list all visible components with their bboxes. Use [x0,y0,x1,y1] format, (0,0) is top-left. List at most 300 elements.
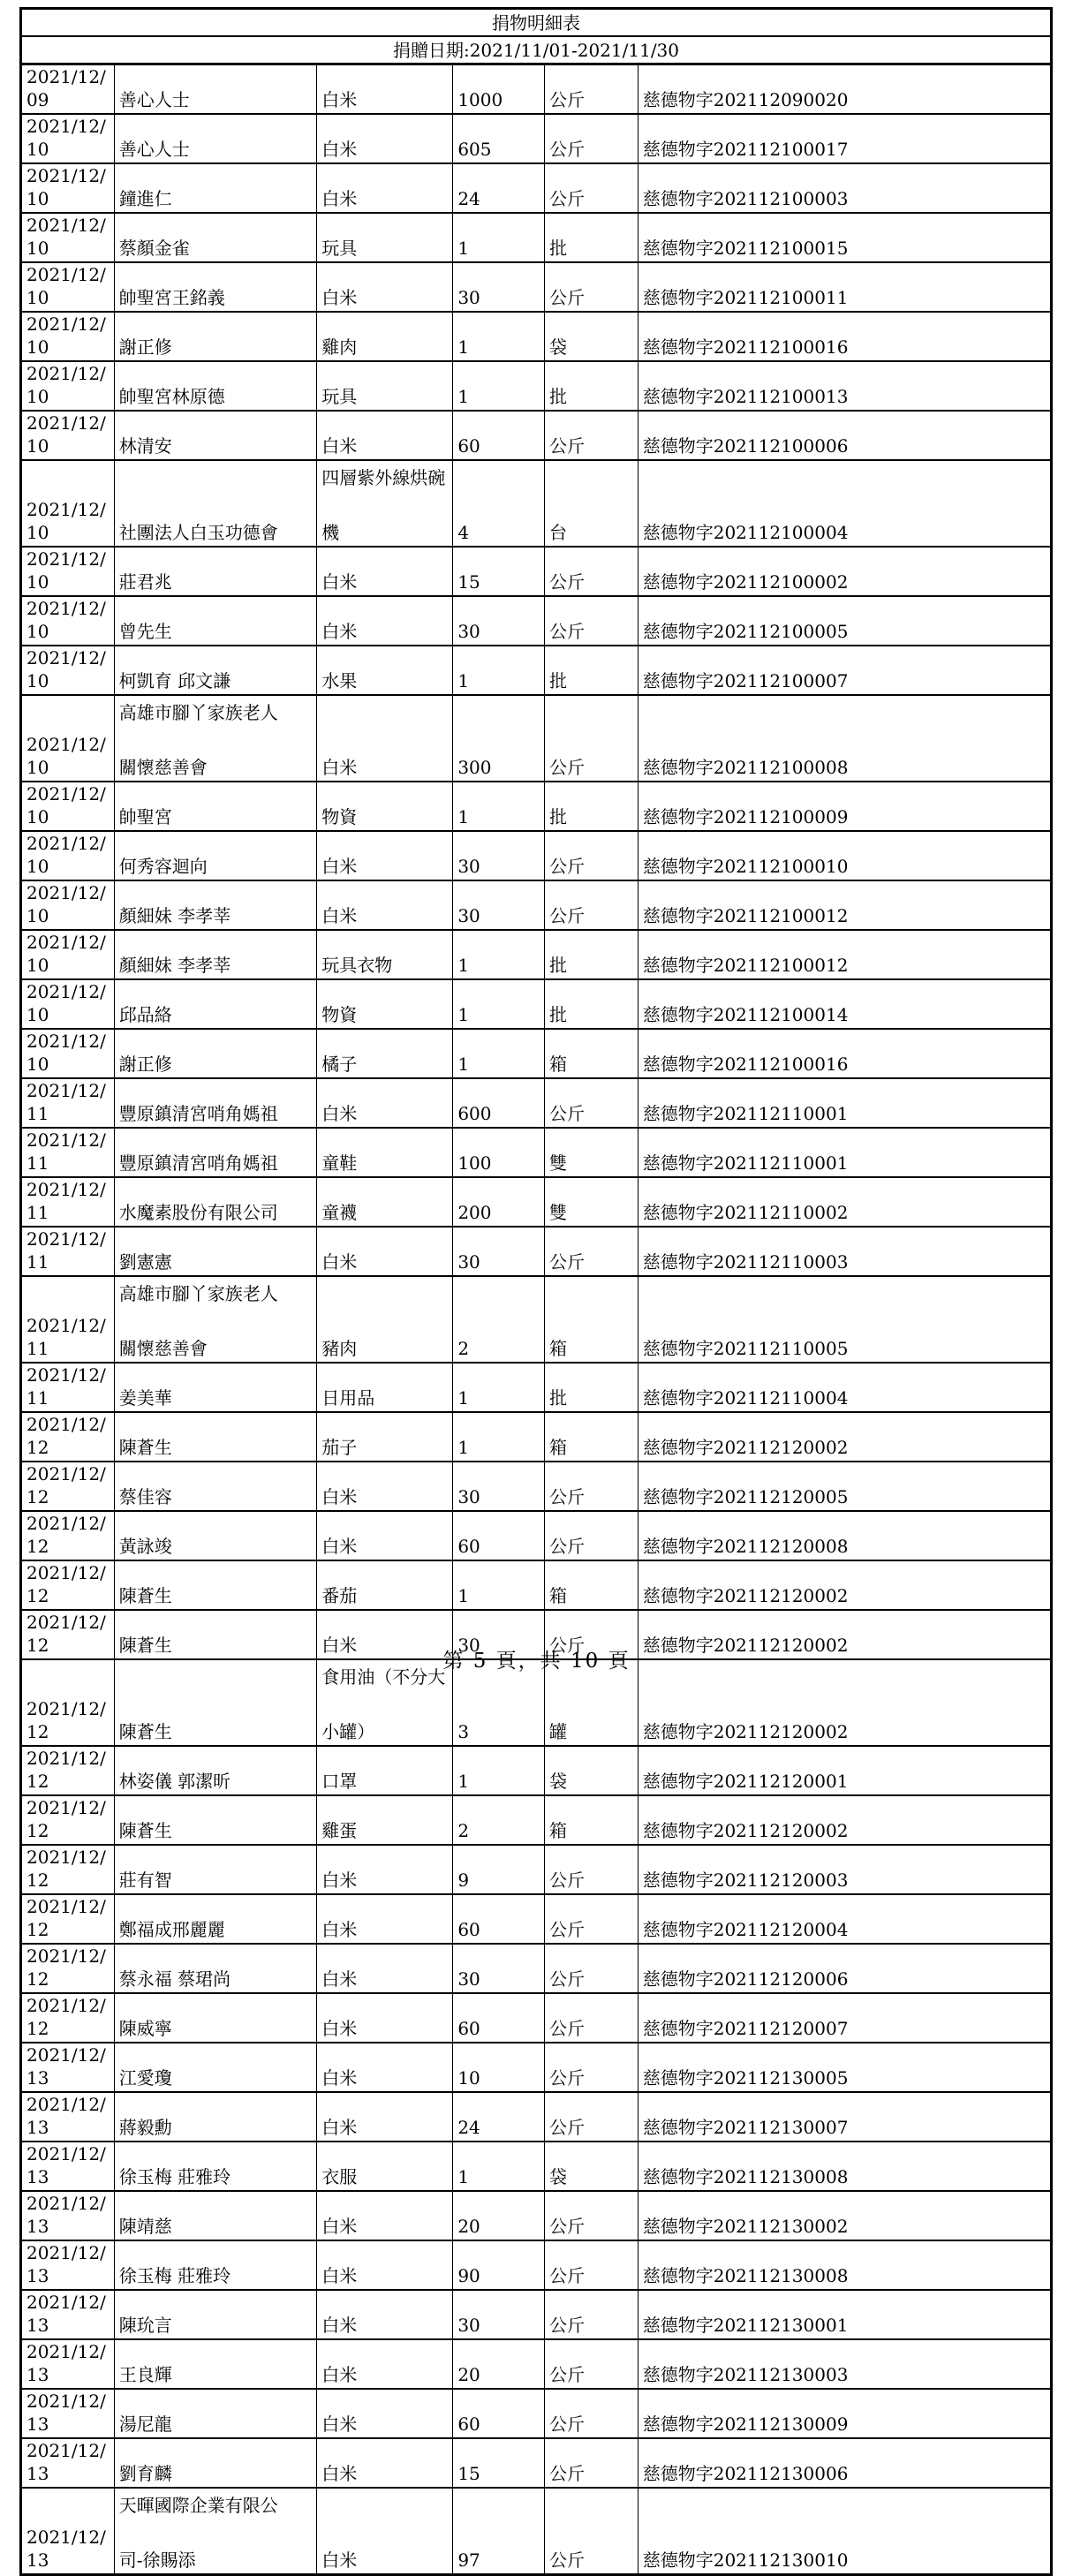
cell-item: 白米 [317,2092,453,2142]
table-row [21,2488,1052,2575]
cell-receipt_no: 慈德物字202112100008 [638,695,1051,782]
cell-receipt_no: 慈德物字202112120006 [638,1944,1051,1993]
cell-quantity: 1 [453,930,545,979]
cell-quantity: 15 [453,2438,545,2488]
cell-date: 2021/12/12 [21,1412,115,1462]
cell-unit: 台 [545,460,639,547]
cell-donor: 王良輝 [114,2339,317,2389]
cell-item: 白米 [317,2438,453,2488]
cell-unit: 公斤 [545,1227,639,1276]
cell-item: 物資 [317,979,453,1029]
cell-date: 2021/12/12 [21,1511,115,1560]
cell-item: 白米 [317,1993,453,2043]
cell-quantity: 24 [453,163,545,213]
cell-item: 白米 [317,2389,453,2438]
cell-date: 2021/12/13 [21,2191,115,2240]
cell-quantity: 30 [453,831,545,880]
table-row [21,1276,1052,1363]
cell-date: 2021/12/10 [21,979,115,1029]
cell-item: 衣服 [317,2142,453,2191]
cell-receipt_no: 慈德物字202112120001 [638,1746,1051,1795]
cell-donor: 陳蒼生 [114,1412,317,1462]
cell-date: 2021/12/13 [21,2438,115,2488]
cell-quantity: 24 [453,2092,545,2142]
cell-unit: 公斤 [545,1610,639,1659]
cell-quantity: 600 [453,1078,545,1128]
cell-receipt_no: 慈德物字202112100009 [638,782,1051,831]
cell-date: 2021/12/10 [21,930,115,979]
table-row [21,1993,1052,2043]
cell-unit: 公斤 [545,163,639,213]
cell-unit: 公斤 [545,880,639,930]
cell-item: 四層紫外線烘碗 機 [317,460,453,547]
cell-date: 2021/12/12 [21,1845,115,1894]
cell-date: 2021/12/11 [21,1128,115,1177]
cell-item: 日用品 [317,1363,453,1412]
table-row [21,2191,1052,2240]
cell-item: 童鞋 [317,1128,453,1177]
cell-donor: 蔡永福 蔡珺尚 [114,1944,317,1993]
cell-unit: 公斤 [545,2240,639,2290]
cell-quantity: 60 [453,1511,545,1560]
cell-donor: 豐原鎮清宮哨角媽祖 [114,1128,317,1177]
cell-receipt_no: 慈德物字202112100003 [638,163,1051,213]
cell-unit: 公斤 [545,1993,639,2043]
cell-item: 白米 [317,831,453,880]
cell-quantity: 30 [453,262,545,312]
table-row [21,2339,1052,2389]
cell-donor: 善心人士 [114,64,317,115]
cell-receipt_no: 慈德物字202112130009 [638,2389,1051,2438]
cell-quantity: 1 [453,1363,545,1412]
cell-donor: 陳蒼生 [114,1659,317,1746]
cell-quantity: 9 [453,1845,545,1894]
cell-date: 2021/12/10 [21,312,115,361]
cell-date: 2021/12/10 [21,695,115,782]
cell-donor: 善心人士 [114,114,317,163]
cell-donor: 顏細妹 李孝莘 [114,930,317,979]
cell-receipt_no: 慈德物字202112120007 [638,1993,1051,2043]
cell-unit: 公斤 [545,2488,639,2575]
cell-item: 白米 [317,1944,453,1993]
cell-date: 2021/12/10 [21,361,115,411]
cell-receipt_no: 慈德物字202112090020 [638,64,1051,115]
cell-donor: 劉憲憲 [114,1227,317,1276]
cell-quantity: 60 [453,2389,545,2438]
table-row [21,1078,1052,1128]
cell-receipt_no: 慈德物字202112100012 [638,880,1051,930]
cell-donor: 高雄市腳丫家族老人 關懷慈善會 [114,695,317,782]
cell-item: 白米 [317,547,453,596]
cell-unit: 公斤 [545,114,639,163]
cell-quantity: 2 [453,1276,545,1363]
table-row [21,2043,1052,2092]
cell-donor: 邱品絡 [114,979,317,1029]
cell-donor: 姜美華 [114,1363,317,1412]
table-row [21,1363,1052,1412]
table-row [21,312,1052,361]
cell-date: 2021/12/10 [21,460,115,547]
cell-receipt_no: 慈德物字202112100010 [638,831,1051,880]
cell-date: 2021/12/10 [21,782,115,831]
cell-date: 2021/12/13 [21,2290,115,2339]
table-row [21,2240,1052,2290]
cell-item: 水果 [317,646,453,695]
cell-donor: 江愛瓊 [114,2043,317,2092]
cell-donor: 莊君兆 [114,547,317,596]
table-row [21,411,1052,460]
table-row [21,695,1052,782]
cell-item: 口罩 [317,1746,453,1795]
cell-receipt_no: 慈德物字202112100013 [638,361,1051,411]
cell-unit: 箱 [545,1560,639,1610]
cell-item: 白米 [317,2290,453,2339]
cell-unit: 公斤 [545,2290,639,2339]
cell-unit: 公斤 [545,2438,639,2488]
cell-receipt_no: 慈德物字202112120005 [638,1462,1051,1511]
cell-item: 白米 [317,163,453,213]
cell-quantity: 1 [453,2142,545,2191]
table-row [21,1795,1052,1845]
cell-receipt_no: 慈德物字202112110001 [638,1078,1051,1128]
cell-donor: 莊有智 [114,1845,317,1894]
cell-unit: 批 [545,1363,639,1412]
cell-unit: 批 [545,979,639,1029]
cell-item: 白米 [317,2191,453,2240]
cell-item: 白米 [317,411,453,460]
cell-unit: 批 [545,782,639,831]
cell-unit: 公斤 [545,2339,639,2389]
cell-date: 2021/12/13 [21,2240,115,2290]
cell-donor: 水魔素股份有限公司 [114,1177,317,1227]
cell-donor: 鄭福成邢麗麗 [114,1894,317,1944]
cell-unit: 批 [545,930,639,979]
cell-receipt_no: 慈德物字202112100016 [638,312,1051,361]
table-row [21,2438,1052,2488]
cell-unit: 袋 [545,312,639,361]
cell-receipt_no: 慈德物字202112130005 [638,2043,1051,2092]
cell-date: 2021/12/10 [21,163,115,213]
table-row [21,1177,1052,1227]
cell-date: 2021/12/10 [21,1029,115,1078]
table-row [21,1511,1052,1560]
cell-unit: 雙 [545,1177,639,1227]
cell-quantity: 60 [453,411,545,460]
cell-donor: 帥聖宮王銘義 [114,262,317,312]
table-row [21,1560,1052,1610]
cell-quantity: 200 [453,1177,545,1227]
cell-quantity: 30 [453,2290,545,2339]
cell-donor: 蔣毅勳 [114,2092,317,2142]
table-row [21,361,1052,411]
cell-receipt_no: 慈德物字202112100016 [638,1029,1051,1078]
cell-quantity: 97 [453,2488,545,2575]
cell-item: 豬肉 [317,1276,453,1363]
cell-date: 2021/12/12 [21,1462,115,1511]
cell-quantity: 20 [453,2191,545,2240]
cell-receipt_no: 慈德物字202112120002 [638,1412,1051,1462]
cell-receipt_no: 慈德物字202112130007 [638,2092,1051,2142]
cell-receipt_no: 慈德物字202112130002 [638,2191,1051,2240]
cell-item: 白米 [317,695,453,782]
cell-donor: 林姿儀 郭潔昕 [114,1746,317,1795]
cell-unit: 公斤 [545,1845,639,1894]
cell-date: 2021/12/10 [21,547,115,596]
cell-quantity: 1 [453,312,545,361]
cell-donor: 社團法人白玉功德會 [114,460,317,547]
cell-unit: 袋 [545,1746,639,1795]
cell-donor: 曾先生 [114,596,317,646]
cell-date: 2021/12/10 [21,114,115,163]
cell-quantity: 1 [453,1029,545,1078]
cell-receipt_no: 慈德物字202112120008 [638,1511,1051,1560]
cell-date: 2021/12/10 [21,831,115,880]
cell-item: 白米 [317,596,453,646]
table-row [21,460,1052,547]
cell-donor: 徐玉梅 莊雅玲 [114,2240,317,2290]
cell-date: 2021/12/12 [21,1944,115,1993]
cell-unit: 箱 [545,1795,639,1845]
cell-date: 2021/12/10 [21,262,115,312]
table-row [21,930,1052,979]
cell-item: 物資 [317,782,453,831]
cell-quantity: 1 [453,1412,545,1462]
cell-date: 2021/12/13 [21,2488,115,2575]
cell-unit: 公斤 [545,831,639,880]
cell-item: 白米 [317,1462,453,1511]
cell-receipt_no: 慈德物字202112130008 [638,2240,1051,2290]
cell-quantity: 30 [453,1462,545,1511]
cell-unit: 箱 [545,1412,639,1462]
page-number-footer: 第 5 頁，共 10 頁 [442,1650,631,1673]
cell-item: 玩具衣物 [317,930,453,979]
cell-receipt_no: 慈德物字202112110005 [638,1276,1051,1363]
cell-donor: 顏細妹 李孝莘 [114,880,317,930]
cell-quantity: 15 [453,547,545,596]
cell-receipt_no: 慈德物字202112100004 [638,460,1051,547]
table-row [21,1029,1052,1078]
cell-item: 番茄 [317,1560,453,1610]
cell-quantity: 30 [453,880,545,930]
cell-item: 玩具 [317,213,453,262]
cell-date: 2021/12/12 [21,1795,115,1845]
donation-table-body [21,64,1052,2575]
cell-item: 白米 [317,1511,453,1560]
cell-donor: 陳玧言 [114,2290,317,2339]
cell-item: 白米 [317,2240,453,2290]
cell-receipt_no: 慈德物字202112120002 [638,1610,1051,1659]
cell-quantity: 30 [453,596,545,646]
cell-quantity: 1 [453,782,545,831]
cell-receipt_no: 慈德物字202112120004 [638,1894,1051,1944]
cell-unit: 箱 [545,1276,639,1363]
cell-unit: 公斤 [545,547,639,596]
cell-donor: 高雄市腳丫家族老人 關懷慈善會 [114,1276,317,1363]
cell-donor: 黃詠竣 [114,1511,317,1560]
cell-receipt_no: 慈德物字202112110002 [638,1177,1051,1227]
cell-receipt_no: 慈德物字202112110004 [638,1363,1051,1412]
cell-item: 白米 [317,64,453,115]
cell-receipt_no: 慈德物字202112120002 [638,1795,1051,1845]
cell-item: 白米 [317,2043,453,2092]
cell-unit: 箱 [545,1029,639,1078]
cell-quantity: 300 [453,695,545,782]
cell-donor: 湯尼龍 [114,2389,317,2438]
cell-unit: 公斤 [545,2092,639,2142]
cell-donor: 柯凱育 邱文謙 [114,646,317,695]
cell-unit: 公斤 [545,262,639,312]
cell-quantity: 30 [453,1944,545,1993]
cell-item: 童襪 [317,1177,453,1227]
cell-receipt_no: 慈德物字202112130001 [638,2290,1051,2339]
cell-donor: 陳蒼生 [114,1610,317,1659]
cell-quantity: 100 [453,1128,545,1177]
cell-date: 2021/12/12 [21,1993,115,2043]
cell-quantity: 90 [453,2240,545,2290]
cell-date: 2021/12/13 [21,2339,115,2389]
cell-unit: 公斤 [545,1078,639,1128]
cell-donor: 何秀容迴向 [114,831,317,880]
cell-unit: 批 [545,646,639,695]
table-row [21,64,1052,115]
cell-date: 2021/12/12 [21,1560,115,1610]
cell-donor: 陳靖慈 [114,2191,317,2240]
cell-quantity: 30 [453,1610,545,1659]
cell-receipt_no: 慈德物字202112100011 [638,262,1051,312]
cell-receipt_no: 慈德物字202112130003 [638,2339,1051,2389]
cell-quantity: 60 [453,1993,545,2043]
cell-date: 2021/12/10 [21,880,115,930]
cell-date: 2021/12/11 [21,1363,115,1412]
table-row [21,782,1052,831]
cell-receipt_no: 慈德物字202112120002 [638,1659,1051,1746]
cell-donor: 陳威寧 [114,1993,317,2043]
cell-receipt_no: 慈德物字202112130006 [638,2438,1051,2488]
cell-quantity: 30 [453,1227,545,1276]
cell-quantity: 605 [453,114,545,163]
cell-item: 白米 [317,114,453,163]
cell-unit: 公斤 [545,2389,639,2438]
cell-donor: 鐘進仁 [114,163,317,213]
cell-donor: 陳蒼生 [114,1795,317,1845]
cell-quantity: 10 [453,2043,545,2092]
cell-date: 2021/12/10 [21,596,115,646]
table-row [21,163,1052,213]
cell-donor: 蔡顏金雀 [114,213,317,262]
cell-quantity: 60 [453,1894,545,1944]
cell-quantity: 1 [453,646,545,695]
cell-date: 2021/12/12 [21,1746,115,1795]
cell-quantity: 1 [453,361,545,411]
cell-receipt_no: 慈德物字202112100015 [638,213,1051,262]
cell-receipt_no: 慈德物字202112110001 [638,1128,1051,1177]
cell-item: 雞蛋 [317,1795,453,1845]
cell-item: 白米 [317,1845,453,1894]
cell-quantity: 1 [453,979,545,1029]
table-row [21,262,1052,312]
cell-donor: 謝正修 [114,1029,317,1078]
table-row [21,1845,1052,1894]
table-row [21,1412,1052,1462]
cell-date: 2021/12/12 [21,1659,115,1746]
cell-unit: 公斤 [545,596,639,646]
table-row [21,547,1052,596]
cell-item: 茄子 [317,1412,453,1462]
cell-item: 白米 [317,880,453,930]
cell-date: 2021/12/13 [21,2389,115,2438]
cell-quantity: 20 [453,2339,545,2389]
cell-date: 2021/12/09 [21,64,115,115]
cell-quantity: 1 [453,1746,545,1795]
cell-date: 2021/12/13 [21,2092,115,2142]
table-row [21,2142,1052,2191]
table-row [21,596,1052,646]
cell-unit: 公斤 [545,1511,639,1560]
cell-quantity: 2 [453,1795,545,1845]
cell-date: 2021/12/10 [21,411,115,460]
cell-date: 2021/12/11 [21,1078,115,1128]
cell-unit: 公斤 [545,411,639,460]
cell-donor: 徐玉梅 莊雅玲 [114,2142,317,2191]
cell-quantity: 1000 [453,64,545,115]
cell-donor: 林清安 [114,411,317,460]
cell-donor: 蔡佳容 [114,1462,317,1511]
cell-item: 白米 [317,1610,453,1659]
table-row [21,831,1052,880]
cell-receipt_no: 慈德物字202112100014 [638,979,1051,1029]
cell-receipt_no: 慈德物字202112100007 [638,646,1051,695]
cell-donor: 天暉國際企業有限公 司-徐賜添 [114,2488,317,2575]
cell-unit: 批 [545,213,639,262]
cell-receipt_no: 慈德物字202112120003 [638,1845,1051,1894]
table-row [21,880,1052,930]
cell-date: 2021/12/11 [21,1276,115,1363]
cell-item: 白米 [317,1227,453,1276]
cell-unit: 公斤 [545,695,639,782]
cell-donor: 帥聖宮 [114,782,317,831]
cell-date: 2021/12/10 [21,646,115,695]
table-title-row [21,9,1052,37]
cell-receipt_no: 慈德物字202112100012 [638,930,1051,979]
table-row [21,2092,1052,2142]
cell-item: 橘子 [317,1029,453,1078]
table-row [21,1128,1052,1177]
donation-date-range: 捐贈日期:2021/11/01-2021/11/30 [21,36,1052,64]
cell-unit: 雙 [545,1128,639,1177]
cell-receipt_no: 慈德物字202112100017 [638,114,1051,163]
table-row [21,1894,1052,1944]
cell-date: 2021/12/11 [21,1227,115,1276]
table-row [21,2389,1052,2438]
cell-unit: 公斤 [545,2191,639,2240]
table-row [21,1462,1052,1511]
cell-unit: 公斤 [545,2043,639,2092]
cell-receipt_no: 慈德物字202112130008 [638,2142,1051,2191]
cell-item: 玩具 [317,361,453,411]
cell-unit: 公斤 [545,1462,639,1511]
table-row [21,2290,1052,2339]
cell-date: 2021/12/12 [21,1610,115,1659]
cell-item: 白米 [317,1894,453,1944]
cell-quantity: 1 [453,1560,545,1610]
cell-receipt_no: 慈德物字202112100005 [638,596,1051,646]
cell-item: 白米 [317,262,453,312]
cell-donor: 劉育麟 [114,2438,317,2488]
cell-unit: 公斤 [545,1944,639,1993]
table-row [21,1746,1052,1795]
cell-donor: 謝正修 [114,312,317,361]
cell-item: 白米 [317,2488,453,2575]
